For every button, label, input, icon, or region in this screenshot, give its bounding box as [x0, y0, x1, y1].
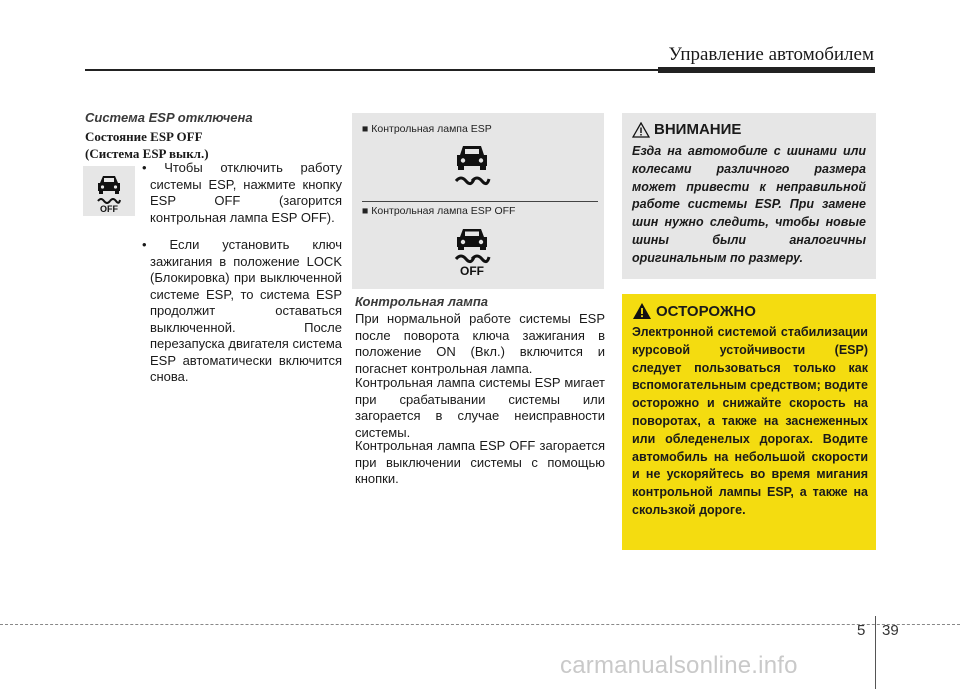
footer-rule [0, 624, 960, 625]
indicator-lamp-panel [352, 113, 604, 289]
skidding-car-icon [98, 176, 120, 203]
caution-triangle-icon [632, 122, 650, 138]
section-title-esp-off: Система ESP отключена [85, 110, 253, 125]
esp-off-button-icon [83, 166, 135, 216]
warning-text: Электронной системой стабилизации курсовой устойчивости (ESP) следует пользоваться только как вспомогательным средством; водите осторожно и снижайте скорость на поворотах, а также на заснеженных или обледенелых дорогах. Водите автомобиль на небольшой скорости и не ускоряйтесь во время мигания контрольной лампы ESP, а также на скользкой дороге. [632, 325, 868, 517]
watermark: carmanualsonline.info [560, 652, 798, 679]
subtitle-esp-off-state: Состояние ESP OFF [85, 129, 203, 144]
paragraph-esp-off-lamp: Контрольная лампа ESP OFF загорается при выключении системы с помощью кнопки. [355, 438, 605, 486]
warning-box [622, 294, 876, 550]
paragraph-lamp-blinking: Контрольная лампа системы ESP мигает при срабатывании системы или загорается в случае неисправности системы. [355, 375, 605, 440]
bullet-esp-lock-behavior: • Если установить ключ зажигания в положение LOCK (Блокировка) при выключенной системе ESP, то система ESP продолжит оставаться выключенной. После перезапуска двигателя система ESP автоматически включится снова. [142, 237, 342, 384]
esp-off-icon-label: OFF [100, 204, 118, 214]
section-title-indicator-lamp: Контрольная лампа [355, 294, 488, 309]
caution-title: ВНИМАНИЕ [654, 121, 742, 138]
warning-title: ОСТОРОЖНО [656, 302, 756, 320]
page-number: 39 [882, 622, 899, 639]
lamp-label-esp-off: ■ Контрольная лампа ESP OFF [362, 205, 516, 217]
caution-box [622, 113, 876, 279]
page-number-divider [875, 616, 876, 689]
page-header-title: Управление автомобилем [668, 44, 874, 65]
paragraph-normal-operation: При нормальной работе системы ESP после поворота ключа зажигания в положение ON (Вкл.) включится и погаснет контрольная лампа. [355, 311, 605, 376]
skidding-car-icon [452, 141, 492, 187]
bullet-disable-esp: • Чтобы отключить работу системы ESP, нажмите кнопку ESP OFF (загорится контрольная лампа ESP OFF). [142, 160, 342, 225]
warning-triangle-icon [632, 302, 652, 320]
lamp-label-esp: ■ Контрольная лампа ESP [362, 123, 492, 135]
esp-off-lamp-label: OFF [460, 264, 484, 277]
skidding-car-off-icon [452, 225, 492, 277]
chapter-number: 5 [857, 622, 866, 639]
subtitle-esp-disabled: (Система ESP выкл.) [85, 146, 209, 161]
caution-text: Езда на автомобиле с шинами или колесами различного размера может привести к неправильной работе системы ESP. При замене шин нужно следить, чтобы новые шины были аналогичны оригинальным по размеру. [632, 144, 866, 265]
lamp-panel-divider [362, 201, 598, 202]
header-rule-accent [658, 67, 875, 73]
